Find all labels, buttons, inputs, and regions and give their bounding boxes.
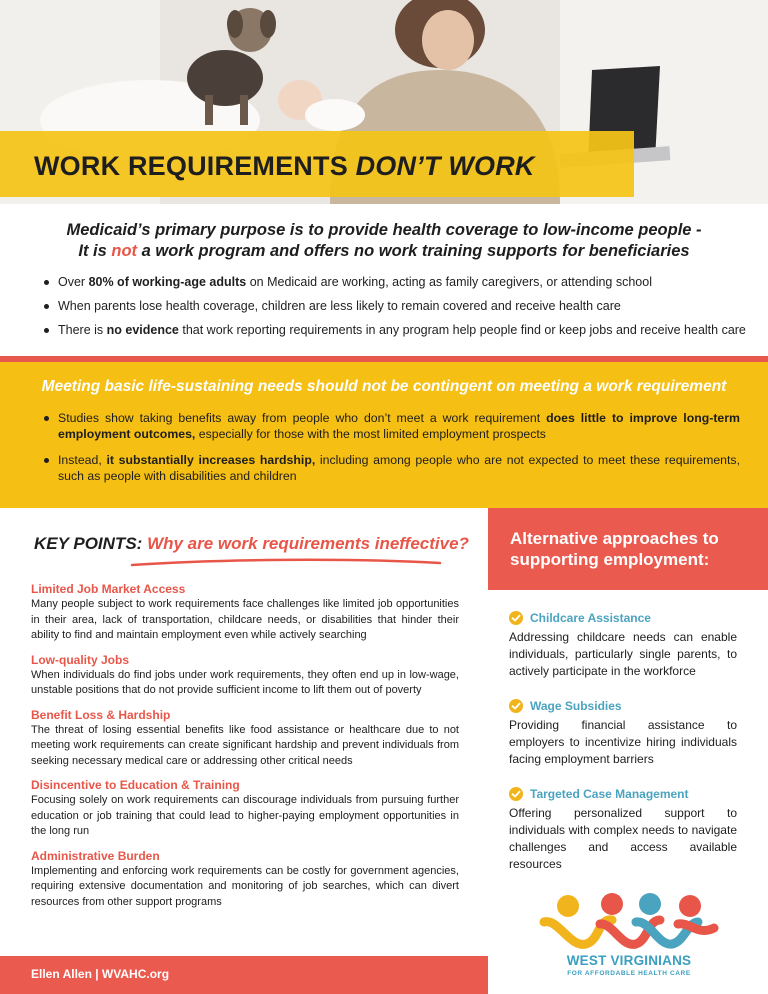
key-point-item <box>31 653 459 699</box>
title-band <box>0 131 634 197</box>
people-logo-icon <box>538 892 720 954</box>
yellow-bullet: Studies show taking benefits away from people who don’t meet a work requirement does little to improve long-term employment outcomes, especially for those with the most limited employment prospects <box>42 410 740 442</box>
intro-bullet: When parents lose health coverage, children are less likely to remain covered and receive health care <box>42 298 752 314</box>
key-point-body: Many people subject to work requirements face challenges like limited job opportunities in their area, lack of transportation, childcare needs, or disabilities that hinder their ability to find and maintain employment even while actively searching <box>31 598 459 641</box>
key-points-section <box>0 508 488 956</box>
yellow-bullet: Instead, it substantially increases hardship, including among people who are not expected to meet these requirements, such as people with disabilities and children <box>42 452 740 484</box>
key-point-item <box>31 582 459 644</box>
check-circle-icon <box>509 699 523 713</box>
intro-heading-line2: It is not a work program and offers no work training supports for beneficiaries <box>78 242 690 260</box>
yellow-callout-section <box>0 362 768 508</box>
intro-bullet: Over 80% of working-age adults on Medicaid are working, acting as family caregivers, or attending school <box>42 274 752 290</box>
key-point-body: The threat of losing essential benefits like food assistance or healthcare due to not meeting work requirements can create significant hardship and prevent individuals from seeking necessary medical care or addressing other critical needs <box>31 723 459 767</box>
footer-credit: Ellen Allen | WVAHC.org <box>31 967 170 981</box>
yellow-callout-heading: Meeting basic life-sustaining needs should not be contingent on meeting a work requirement <box>41 378 727 395</box>
intro-bullet-list <box>42 274 752 346</box>
alternatives-heading-box <box>488 508 768 590</box>
key-point-item <box>31 708 459 770</box>
check-circle-icon <box>509 611 523 625</box>
intro-heading-line1: Medicaid’s primary purpose is to provide health coverage to low-income people - <box>66 221 702 239</box>
key-point-body: Implementing and enforcing work requirements can be costly for government agencies, requiring extensive documentation and monitoring of job searches, which can divert resources from other support programs <box>31 864 459 908</box>
key-point-title: Benefit Loss & Hardship <box>31 707 171 722</box>
key-points-question: Why are work requirements ineffective? <box>147 534 469 553</box>
alternative-title: Wage Subsidies <box>530 699 622 713</box>
key-point-body: When individuals do find jobs under work requirements, they often end up in low-wage, unstable positions that do not provide sufficient income to lift them out of poverty <box>31 668 459 696</box>
alternatives-heading: Alternative approaches to supporting employment: <box>510 529 719 569</box>
key-point-body: Focusing solely on work requirements can discourage individuals from pursuing further education or job training that could lead to higher-paying employment opportunities in the long run <box>31 794 459 837</box>
key-point-item <box>31 849 459 911</box>
key-points-list <box>31 582 459 919</box>
alternative-body: Addressing childcare needs can enable individuals, particularly single parents, to actively participate in the workforce <box>509 630 737 678</box>
key-point-item <box>31 778 459 840</box>
intro-section <box>0 204 768 356</box>
alternative-title: Childcare Assistance <box>530 611 651 625</box>
logo-name: WEST VIRGINIANS <box>566 953 692 968</box>
key-point-title: Limited Job Market Access <box>31 582 186 596</box>
key-point-title: Disincentive to Education & Training <box>31 778 240 792</box>
key-point-title: Low-quality Jobs <box>31 652 130 667</box>
organization-logo <box>538 892 720 984</box>
alternative-body: Providing financial assistance to employers to incentivize hiring individuals facing employment barriers <box>509 718 737 766</box>
intro-heading-accent: not <box>111 242 138 260</box>
alternative-item <box>509 698 737 768</box>
alternative-title: Targeted Case Management <box>530 787 689 801</box>
logo-tagline: FOR AFFORDABLE HEALTH CARE <box>567 970 691 977</box>
intro-bullet: There is no evidence that work reporting requirements in any program help people find or keep jobs and receive health care <box>42 322 752 338</box>
page-title: WORK REQUIREMENTS DON’T WORK <box>34 151 535 181</box>
yellow-bullet-list <box>42 410 740 494</box>
alternative-item <box>509 610 737 680</box>
check-circle-icon <box>509 787 523 801</box>
alternative-body: Offering personalized support to individuals with complex needs to navigate challenges and access available resources <box>509 806 737 871</box>
footer-bar <box>0 956 488 994</box>
key-points-label: KEY POINTS: <box>34 534 143 553</box>
intro-heading <box>0 220 768 262</box>
alternatives-list <box>509 610 737 891</box>
key-point-title: Administrative Burden <box>31 848 160 863</box>
alternative-item <box>509 786 737 873</box>
underline-swoosh-icon <box>130 556 442 570</box>
hero-banner <box>0 0 768 204</box>
key-points-heading <box>34 534 469 554</box>
